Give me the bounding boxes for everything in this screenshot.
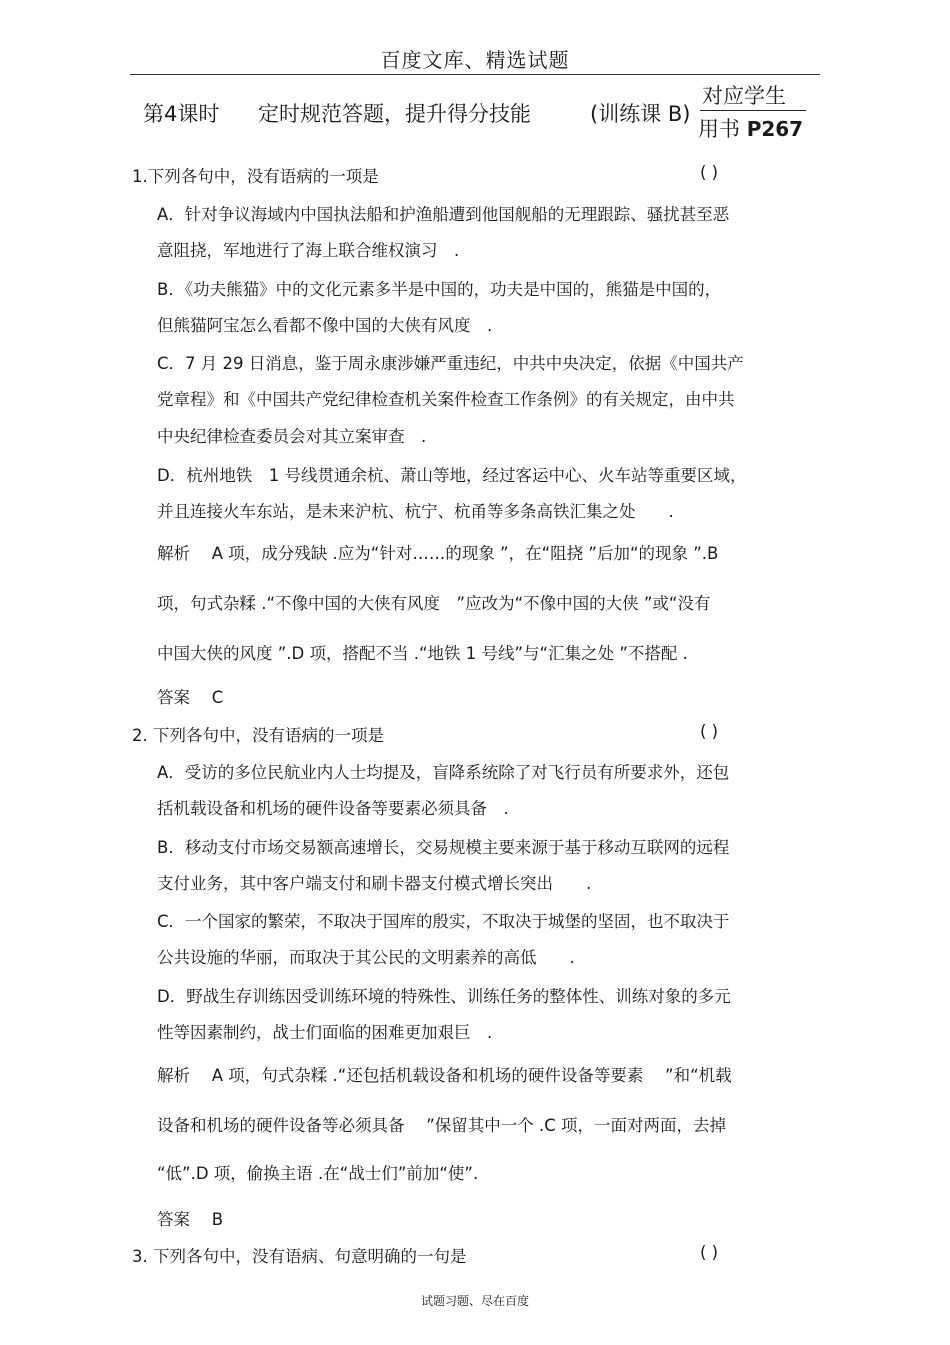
- question-2-analysis-line-1: 解析 A 项，句式杂糅 .“还包括机载设备和机场的硬件设备等要素 ”和“机载: [157, 1066, 732, 1085]
- question-1-analysis-line-1: 解析 A 项，成分残缺 .应为“针对……的现象 ”，在“阻挠 ”后加“的现象 ”.B: [157, 544, 719, 563]
- question-1-option-c-line-2: 党章程》和《中国共产党纪律检查机关案件检查工作条例》的有关规定，由中共: [157, 390, 735, 409]
- textbook-ref-bottom: [698, 113, 803, 143]
- question-2-option-b-line-1: B．移动支付市场交易额高速增长，交易规模主要来源于基于移动互联网的远程: [157, 838, 730, 857]
- lesson-type: (训练课 B): [590, 102, 691, 126]
- question-1-option-c-line-1: C．7 月 29 日消息，鉴于周永康涉嫌严重违纪，中共中央决定，依据《中国共产: [157, 354, 744, 373]
- question-1-option-a-line-2: 意阻挠，军地进行了海上联合维权演习 .: [157, 241, 460, 260]
- question-2-analysis-line-2: 设备和机场的硬件设备等必须具备 ”保留其中一个 .C 项，一面对两面，去掉: [157, 1116, 727, 1135]
- question-2-option-c-line-2: 公共设施的华丽，而取决于其公民的文明素养的高低 .: [157, 948, 575, 967]
- question-1-option-b-line-2: 但熊猫阿宝怎么看都不像中国的大侠有风度 .: [157, 316, 493, 335]
- question-2-option-d-line-1: D．野战生存训练因受训练环境的特殊性、训练任务的整体性、训练对象的多元: [157, 987, 731, 1006]
- lesson-number: 第4课时: [143, 102, 220, 126]
- header-divider: [130, 74, 820, 75]
- question-1-option-a-line-1: A．针对争议海域内中国执法船和护渔船遭到他国舰船的无理跟踪、骚扰甚至恶: [157, 205, 730, 224]
- question-2-analysis-line-3: “低”.D 项，偷换主语 .在“战士们”前加“使”.: [157, 1164, 479, 1183]
- question-2-answer-bracket: ( ): [700, 722, 719, 741]
- question-2-option-b-line-2: 支付业务，其中客户端支付和刷卡器支付模式增长突出 .: [157, 874, 592, 893]
- question-2-option-a-line-1: A．受访的多位民航业内人士均提及，盲降系统除了对飞行员有所要求外，还包: [157, 763, 730, 782]
- textbook-ref-top: 对应学生: [702, 84, 786, 108]
- question-3-answer-bracket: ( ): [700, 1243, 719, 1262]
- question-1-analysis-line-2: 项，句式杂糅 .“不像中国的大侠有风度 ”应改为“不像中国的大侠 ”或“没有: [157, 594, 711, 613]
- question-2-option-a-line-2: 括机载设备和机场的硬件设备等要素必须具备 .: [157, 799, 509, 818]
- question-1-answer: 答案 C: [157, 688, 224, 707]
- question-2-option-d-line-2: 性等因素制约，战士们面临的困难更加艰巨 .: [157, 1023, 493, 1042]
- question-1-analysis-line-3: 中国大侠的风度 ”.D 项，搭配不当 .“地铁 1 号线”与“汇集之处 ”不搭配 .: [157, 644, 688, 663]
- textbook-ref-fraction-line: [700, 110, 806, 111]
- lesson-topic: 定时规范答题，提升得分技能: [258, 102, 531, 126]
- question-1-stem: 1.下列各句中，没有语病的一项是: [132, 167, 379, 186]
- page-header-title: 百度文库、精选试题: [380, 48, 570, 72]
- question-2-option-c-line-1: C．一个国家的繁荣，不取决于国库的殷实，不取决于城堡的坚固，也不取决于: [157, 912, 730, 931]
- question-1-option-c-line-3: 中央纪律检查委员会对其立案审查 .: [157, 427, 427, 446]
- textbook-ref-bottom-text: 用书: [698, 117, 747, 141]
- page-footer: 试题习题、尽在百度: [420, 1294, 529, 1308]
- textbook-ref-page: P267: [746, 117, 804, 141]
- question-1-answer-bracket: ( ): [700, 163, 719, 182]
- question-2-stem: 2. 下列各句中，没有语病的一项是: [132, 726, 384, 745]
- question-1-option-b-line-1: B．《功夫熊猫》中的文化元素多半是中国的，功夫是中国的，熊猫是中国的，: [157, 280, 722, 299]
- question-1-option-d-line-1: D．杭州地铁 1 号线贯通余杭、萧山等地，经过客运中心、火车站等重要区域，: [157, 466, 747, 485]
- question-3-stem: 3. 下列各句中，没有语病、句意明确的一句是: [132, 1247, 467, 1266]
- question-1-option-d-line-2: 并且连接火车东站，是未来沪杭、杭宁、杭甬等多条高铁汇集之处 .: [157, 502, 674, 521]
- question-2-answer: 答案 B: [157, 1210, 224, 1229]
